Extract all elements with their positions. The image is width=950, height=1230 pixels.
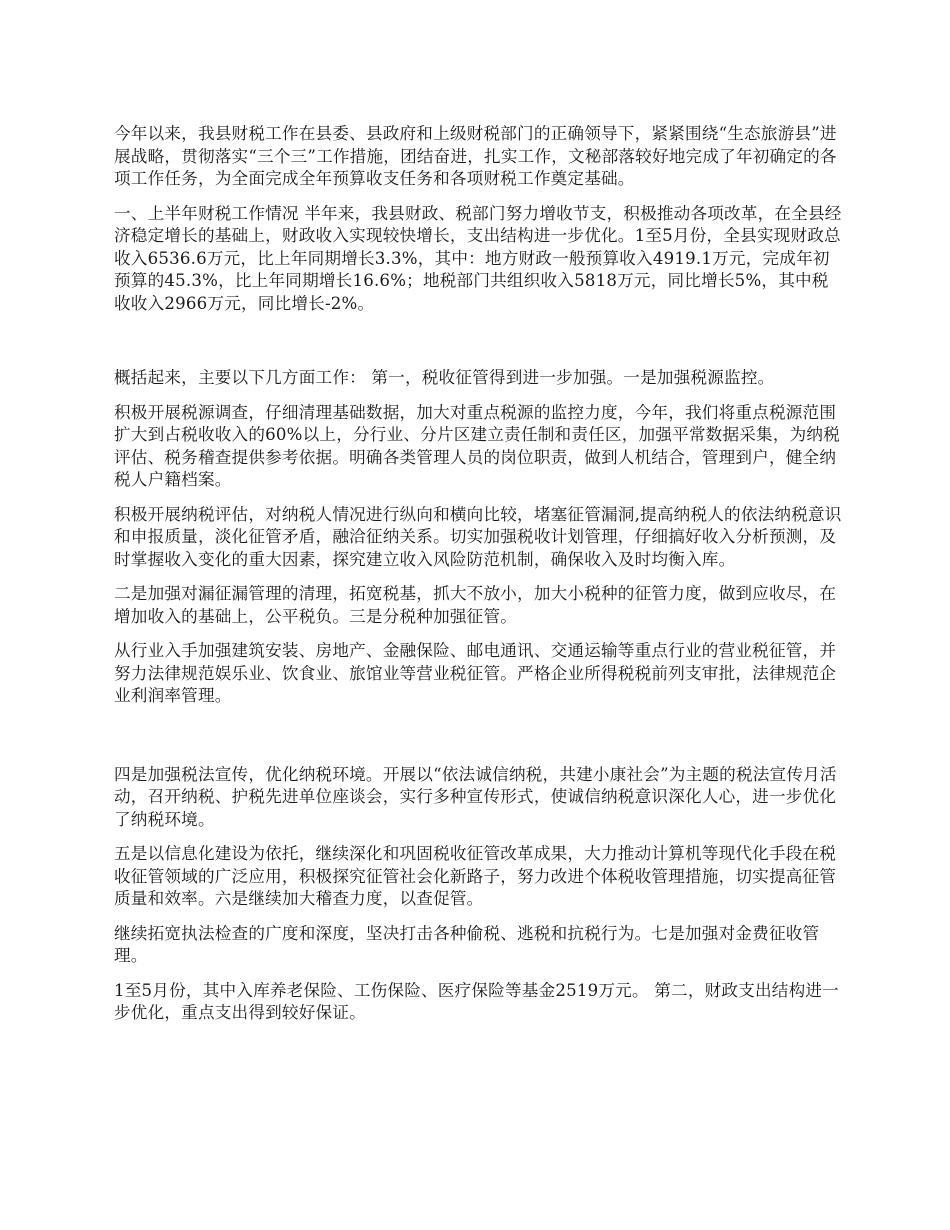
document-page (114, 123, 844, 1037)
paragraph-fund-collection: 1至5月份，其中入库养老保险、工伤保险、医疗保险等基金2519万元。 第二，财政支出结构进一步优化，重点支出得到较好保证。 (114, 980, 839, 1022)
paragraph-overview: 概括起来，主要以下几方面工作： 第一，税收征管得到进一步加强。一是加强税源监控。 (114, 368, 775, 387)
paragraph-revenue-summary: 一、上半年财税工作情况 半年来，我县财政、税部门努力增收节支，积极推动各项改革，在全县经济稳定增长的基础上，财政收入实现较快增长，支出结构进一步优化。1至5月份，全县实现财政总收入6536.6万元，比上年同期增长3.3%，其中：地方财政一般预算收入4919.1万元，完成年初预算的45.3%，比上年同期增长16.6%；地税部门共组织收入5818万元，同比增长5%，其中税收收入2966万元，同比增长-2%。 (114, 203, 842, 313)
paragraph-intro: 今年以来，我县财税工作在县委、县政府和上级财税部门的正确领导下，紧紧围绕“生态旅游县”进展战略，贯彻落实“三个三”工作措施，团结奋进，扎实工作，文秘部落较好地完成了年初确定的各项工作任务，为全面完成全年预算收支任务和各项财税工作奠定基础。 (114, 124, 837, 188)
paragraph-tax-publicity: 四是加强税法宣传，优化纳税环境。开展以“依法诚信纳税，共建小康社会”为主题的税法宣传月活动，召开纳税、护税先进单位座谈会，实行多种宣传形式，使诚信纳税意识深化人心，进一步优化了纳税环境。 (114, 764, 837, 829)
paragraph-leak-cleanup: 二是加强对漏征漏管理的清理，拓宽税基，抓大不放小，加大小税种的征管力度，做到应收尽，在增加收入的基础上，公平税负。三是分税种加强征管。 (114, 584, 837, 626)
paragraph-tax-source-survey: 积极开展税源调查，仔细清理基础数据，加大对重点税源的监控力度，今年，我们将重点税源范围扩大到占税收收入的60%以上，分行业、分片区建立责任制和责任区，加强平常数据采集，为纳税评估、税务稽查提供参考依据。明确各类管理人员的岗位职责，做到人机结合，管理到户，健全纳税人户籍档案。 (114, 402, 841, 489)
paragraph-informatization: 五是以信息化建设为依托，继续深化和巩固税收征管改革成果，大力推动计算机等现代化手段在税收征管领域的广泛应用，积极探究征管社会化新路子，努力改进个体税收管理措施，切实提高征管质量和效率。六是继续加大稽查力度，以查促管。 (114, 844, 837, 908)
paragraph-tax-assessment: 积极开展纳税评估，对纳税人情况进行纵向和横向比较，堵塞征管漏洞,提高纳税人的依法纳税意识和申报质量，淡化征管矛盾，融洽征纳关系。切实加强税收计划管理，仔细搞好收入分析预测，及时掌握收入变化的重大因素，探究建立收入风险防范机制，确保收入及时均衡入库。 (114, 504, 842, 569)
paragraph-enforcement: 继续拓宽执法检查的广度和深度，坚决打击各种偷税、逃税和抗税行为。七是加强对金费征收管理。 (114, 923, 820, 965)
paragraph-industry-management: 从行业入手加强建筑安装、房地产、金融保险、邮电通讯、交通运输等重点行业的营业税征管，并努力法律规范娱乐业、饮食业、旅馆业等营业税征管。严格企业所得税税前列支审批，法律规范企业利润率管理。 (114, 641, 837, 705)
